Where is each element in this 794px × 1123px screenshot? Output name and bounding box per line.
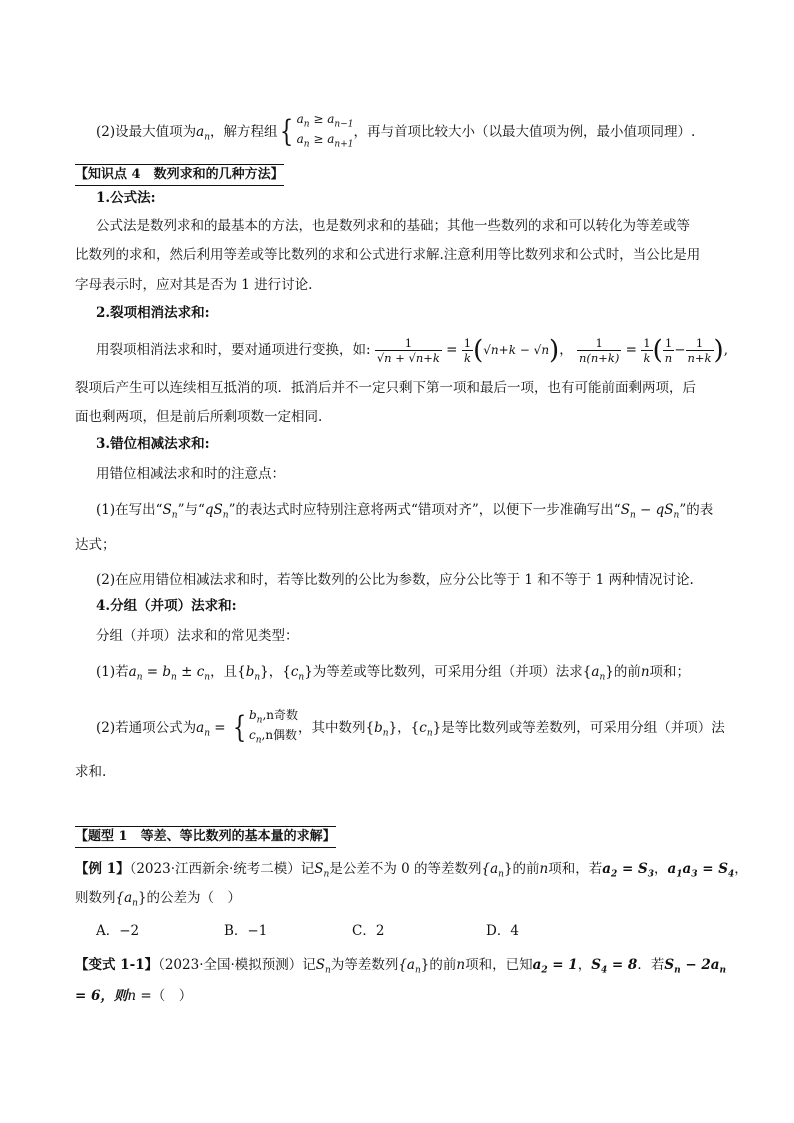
text-segment: }，{: [388, 719, 420, 736]
paragraph-line: 公式法是数列求和的最基本的方法，也是数列求和的基础；其他一些数列的求和可以转化为等差或等: [96, 218, 690, 234]
numerator: 1: [643, 336, 651, 350]
text-segment: }的公差为（ ）: [137, 890, 242, 906]
math-sub: n: [255, 735, 262, 746]
example-tag: 【例 1】: [75, 861, 130, 877]
text-segment: (2)设最大值项为: [96, 123, 197, 140]
math-var: n: [640, 664, 650, 680]
math-sub: n: [599, 672, 606, 683]
text-segment: ，: [577, 957, 592, 973]
math-expression: − 2a: [680, 957, 720, 973]
text-segment: ．若: [637, 957, 665, 973]
text-segment: (2)若通项公式为: [96, 719, 197, 736]
fraction: [663, 336, 674, 365]
math-var: b: [248, 708, 257, 722]
math-var: S: [162, 502, 172, 518]
text-segment: ,n偶数: [261, 728, 298, 743]
math-var: S: [315, 957, 326, 973]
paragraph-line: 面也剩两项，但是前后所剩项数一定相同.: [75, 409, 323, 425]
math-var: S: [314, 861, 324, 877]
text-segment: }是等比数列或等差数列，可采用分组（并项）法: [432, 719, 725, 736]
math-sub: n: [414, 965, 421, 976]
fraction: [686, 336, 714, 365]
math-var: a: [667, 861, 677, 877]
math-sub: n: [303, 119, 310, 130]
math-sub: n: [132, 898, 138, 909]
paragraph-line: 字母表示时，应对其是否为 1 进行讨论.: [75, 277, 313, 293]
math-sub: n: [382, 728, 389, 739]
math-var: a: [296, 112, 304, 126]
math-sub: n: [298, 672, 305, 683]
math-var: a: [532, 957, 542, 973]
math-expression: = S: [617, 861, 648, 877]
option-b[interactable]: B．−1: [224, 923, 268, 939]
denominator: n: [664, 351, 673, 365]
math-sub: n: [204, 132, 210, 143]
numerator: 1: [463, 336, 472, 350]
text-segment: ，: [734, 861, 748, 877]
math-var: b: [374, 719, 383, 736]
piecewise-row-1: [249, 708, 298, 728]
paragraph-line: 分组（并项）法求和的常见类型：: [96, 628, 299, 644]
math-expression: = S: [697, 861, 728, 877]
math-sub: n: [323, 869, 330, 880]
fraction: [462, 336, 473, 365]
math-var: n: [127, 988, 137, 1004]
left-brace: {: [280, 114, 294, 150]
math-sub: n: [303, 139, 310, 150]
subsection-title-telescoping: 2.裂项相消法求和:: [96, 305, 210, 321]
option-d[interactable]: D．4: [486, 923, 519, 939]
math-var: a: [327, 132, 335, 147]
math-var: a: [196, 719, 205, 736]
math-expression: − qS: [635, 502, 674, 518]
subsection-title-misalign: 3.错位相减法求和:: [96, 436, 210, 452]
math-var: n: [456, 957, 466, 973]
math-sub: n: [325, 965, 331, 976]
math-var: {a: [481, 861, 499, 877]
math-sub: n−1: [334, 119, 354, 130]
text-segment: ”的表: [679, 502, 714, 518]
math-sub: n: [256, 715, 263, 726]
right-paren: ): [549, 335, 560, 366]
text-segment: （2023·江西新余·统考二模）记: [129, 861, 315, 877]
text-segment: 为等差数列: [330, 957, 399, 973]
denominator: k: [643, 351, 651, 365]
equation-system: [297, 112, 354, 153]
paragraph-line: [96, 662, 690, 688]
text-segment: ，: [654, 861, 668, 877]
numerator: 1: [663, 336, 674, 351]
text-segment: ,n奇数: [262, 708, 299, 722]
math-expression: √n+k − √n: [483, 343, 550, 357]
text-segment: =（ ）: [136, 988, 193, 1004]
text-segment: ，且{: [210, 664, 246, 680]
math-sub: n: [171, 510, 178, 521]
math-var: S: [591, 957, 601, 973]
denominator: n(n+k): [579, 351, 620, 365]
math-expression: ± c: [176, 664, 205, 680]
option-c[interactable]: C．2: [352, 923, 385, 939]
paragraph-piecewise: [96, 708, 725, 752]
math-op: ≥: [313, 112, 324, 126]
paragraph-max-term: [96, 112, 695, 153]
math-sub: n+1: [334, 139, 354, 150]
example-1-line-1: 【例 1】（2023·江西新余·统考二模）记$S_n$是公差不为 0 的等差数列$\{a_n\}$的前n项和，若$a_2 = S_3$，$a_1a_3 = S_4$，: [75, 861, 748, 880]
math-sub: n: [204, 672, 211, 683]
math-expression: = 8: [607, 957, 638, 973]
variant-tag: 【变式 1-1】: [75, 957, 159, 973]
math-var: c: [248, 728, 256, 743]
paragraph-line: 裂项后产生可以连续相互抵消的项．抵消后并不一定只剩下第一项和最后一项，也有可能前面剩两项，后: [75, 380, 696, 396]
math-expression: = 1: [547, 957, 578, 973]
math-sub: n: [136, 672, 143, 683]
text-segment: （2023·全国·模拟预测）记: [158, 957, 316, 973]
numerator: 1: [686, 336, 714, 351]
math-var: n: [539, 861, 549, 877]
text-segment: (1)若: [96, 664, 129, 680]
system-row-2: [297, 132, 354, 152]
denominator: n+k: [687, 351, 712, 365]
math-sub: n: [629, 510, 636, 521]
text-segment: }为等差或等比数列，可采用分组（并项）法求{: [304, 664, 592, 680]
text-segment: 则数列: [75, 890, 116, 906]
math-sub: n: [498, 869, 504, 880]
left-paren: (: [473, 335, 484, 366]
math-var: a: [591, 664, 600, 680]
subsection-title-grouping: 4.分组（并项）法求和:: [96, 598, 237, 614]
piecewise-system: [249, 708, 298, 749]
math-var: {a: [115, 890, 133, 906]
math-var: S: [620, 502, 630, 518]
text-segment: 项和，若: [548, 861, 603, 877]
fraction: [641, 336, 652, 365]
paragraph-telescoping-formula: 用裂项相消法求和时，要对通项进行变换，如: $\frac{1}{√n + √n+k}$ = $\frac{1}{k}$ (√n+k − √n)， $\frac{1}{n(n+k)}$ = $\frac{1}{k}$ ( $\frac{1}{n}$ − $\frac{1}{n+k}$ ),: [96, 335, 728, 366]
math-var: a: [327, 112, 335, 126]
paragraph-line: 用错位相减法求和时的注意点：: [96, 466, 285, 482]
text-segment: ”的表达式时应特别注意将两式“错项对齐”，以便下一步准确写出“: [228, 502, 621, 518]
paragraph-line: (2)在应用错位相减法求和时，若等比数列的公比为参数，应分公比等于 1 和不等于 1 两种情况讨论.: [96, 572, 694, 588]
section-header-kp4: 【知识点 4 数列求和的几种方法】: [75, 164, 284, 186]
variant-1-1-line-1: 【变式 1-1】（2023·全国·模拟预测）记$S_n$为等差数列$\{a_n\}$的前n项和，已知$a_2 = 1$，$S_4 = 8$．若$S_n - 2a_n$: [75, 957, 727, 976]
math-sub: n: [254, 672, 261, 683]
text-segment: (1)在写出“: [96, 502, 163, 518]
math-var: {a: [398, 957, 415, 973]
math-var: a: [196, 123, 205, 140]
paragraph-line: 比数列的求和，然后利用等差或等比数列的求和公式进行求解.注意利用等比数列求和公式时，当公比是用: [75, 247, 701, 263]
text-segment: }的前: [605, 664, 641, 680]
math-sub: n: [171, 672, 177, 683]
math-var: b: [245, 664, 255, 680]
left-brace: {: [232, 710, 247, 746]
math-var: qS: [204, 502, 223, 518]
numerator: 1: [375, 336, 442, 351]
math-var: a: [296, 132, 304, 147]
paragraph-line: 达式；: [75, 537, 116, 553]
text-segment: ，解方程组: [209, 123, 278, 140]
piecewise-row-2: [249, 728, 298, 748]
system-row-1: [297, 112, 354, 132]
math-op: ≥: [313, 132, 324, 147]
math-var: c: [290, 664, 299, 680]
text-segment: 项和，已知: [465, 957, 533, 973]
variant-1-1-line-2: [75, 986, 192, 1006]
subsection-title-formula: 1.公式法:: [96, 190, 156, 206]
fraction: [577, 336, 621, 365]
paragraph-line: 求和.: [75, 764, 107, 780]
paragraph-line: [96, 500, 713, 526]
text-segment: ，再与首项比较大小（以最大值项为例，最小值项同理）.: [353, 123, 696, 140]
text-segment: }的前: [503, 861, 540, 877]
text-segment: 用裂项相消法求和时，要对通项进行变换，如:: [96, 342, 371, 358]
right-paren: ): [713, 335, 724, 366]
math-var: a: [682, 861, 692, 877]
text-segment: }，{: [260, 664, 291, 680]
denominator: √n + √n+k: [376, 351, 440, 365]
math-var: a: [602, 861, 611, 877]
left-paren: (: [652, 335, 663, 366]
math-expression: = b: [142, 664, 172, 680]
denominator: k: [463, 351, 471, 365]
numerator: 1: [577, 336, 621, 351]
math-expression: = 6，则: [75, 988, 128, 1004]
text-segment: ，其中数列{: [298, 719, 375, 736]
math-op: =: [209, 719, 230, 736]
math-sub: n: [426, 728, 433, 739]
fraction: [375, 336, 442, 365]
text-segment: 是公差不为 0 的等差数列: [329, 861, 482, 877]
text-segment: }的前: [420, 957, 457, 973]
text-segment: 项和；: [649, 664, 691, 680]
text-segment: ”与“: [177, 502, 205, 518]
example-1-line-2: [75, 888, 241, 914]
option-a[interactable]: A．−2: [96, 923, 140, 939]
section-header-tx1: 【题型 1 等差、等比数列的基本量的求解】: [75, 826, 336, 848]
math-sub: n: [222, 510, 229, 521]
math-var: a: [128, 664, 137, 680]
math-var: c: [419, 719, 427, 736]
math-sub: n: [204, 728, 210, 739]
math-var: S: [664, 957, 675, 973]
math-sub: n: [673, 510, 680, 521]
